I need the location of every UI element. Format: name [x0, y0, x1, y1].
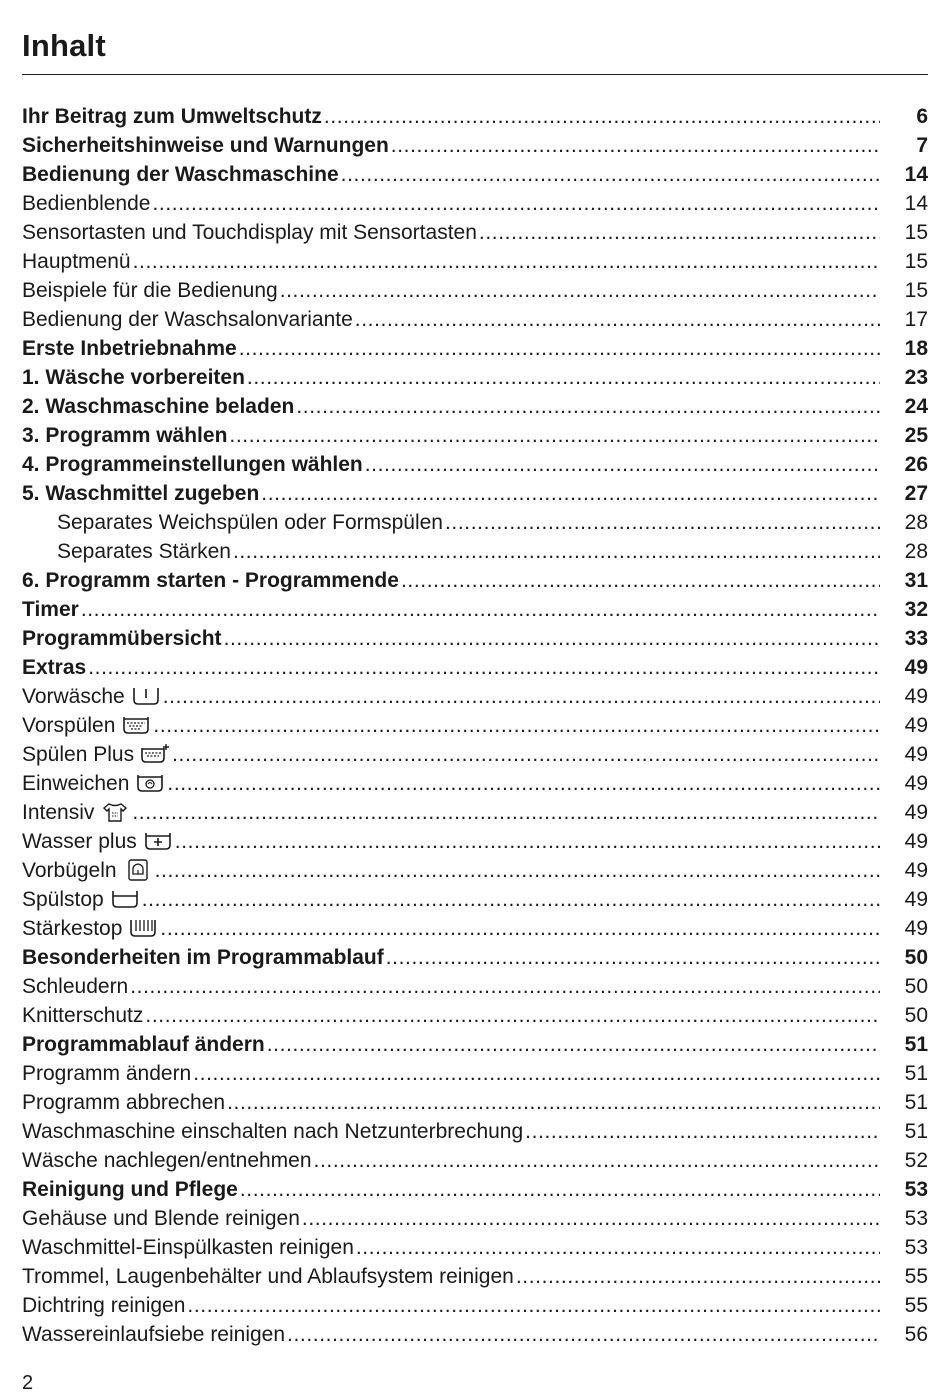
toc-entry-title	[22, 392, 294, 421]
dot-leader	[247, 363, 880, 392]
dot-leader	[133, 247, 880, 276]
toc-entry-label: Gehäuse und Blende reinigen	[22, 1207, 300, 1230]
toc-entry[interactable]	[22, 711, 928, 740]
toc-entry-page: 28	[904, 540, 928, 563]
toc-entry-title	[22, 537, 231, 566]
toc-entry[interactable]	[22, 1117, 928, 1146]
dot-leader	[240, 1175, 880, 1204]
water-plus-icon	[143, 830, 173, 852]
toc-entry-page: 53	[904, 1207, 928, 1230]
toc-entry[interactable]	[22, 1291, 928, 1320]
toc-entry[interactable]	[22, 653, 928, 682]
toc-entry-title	[22, 885, 140, 914]
toc-entry-title	[22, 972, 128, 1001]
dot-leader	[175, 827, 880, 856]
toc-entry-title	[22, 450, 363, 479]
toc-entry-title	[22, 218, 477, 247]
toc-entry-page: 49	[904, 656, 928, 679]
toc-entry[interactable]	[22, 972, 928, 1001]
toc-entry-title	[22, 508, 443, 537]
dot-leader	[167, 769, 880, 798]
toc-entry-page: 17	[904, 308, 928, 331]
toc-entry-label: Programmübersicht	[22, 627, 222, 650]
toc-entry-title	[22, 711, 151, 740]
toc-entry-label: Waschmittel-Einspülkasten reinigen	[22, 1236, 354, 1259]
toc-entry-label: Intensiv	[22, 801, 95, 824]
toc-entry[interactable]	[22, 740, 928, 769]
toc-entry[interactable]	[22, 682, 928, 711]
toc-entry-page: 26	[904, 453, 928, 476]
toc-entry-label: Wassereinlaufsiebe reinigen	[22, 1323, 286, 1346]
toc-entry[interactable]	[22, 276, 928, 305]
toc-entry-page: 50	[904, 946, 928, 969]
toc-entry-page: 55	[904, 1265, 928, 1288]
toc-entry-label: Wasser plus	[22, 830, 137, 853]
toc-entry-page: 52	[904, 1149, 928, 1172]
table-of-contents	[22, 102, 928, 1349]
toc-entry-page: 51	[904, 1033, 928, 1056]
dot-leader	[479, 218, 880, 247]
dot-leader	[152, 189, 880, 218]
toc-entry-label: Sensortasten und Touchdisplay mit Sensortasten	[22, 221, 477, 244]
toc-entry[interactable]	[22, 769, 928, 798]
toc-entry-title	[22, 682, 161, 711]
toc-entry-label: Spülen Plus	[22, 743, 135, 766]
dot-leader	[153, 711, 880, 740]
toc-entry-label: Timer	[22, 598, 79, 621]
toc-entry-page: 51	[904, 1091, 928, 1114]
dot-leader	[386, 943, 880, 972]
toc-entry-page: 15	[904, 221, 928, 244]
toc-entry-label: 4. Programmeinstellungen wählen	[22, 453, 363, 476]
soak-icon	[135, 772, 165, 794]
toc-entry-title	[22, 1146, 312, 1175]
toc-entry-title	[22, 1291, 185, 1320]
toc-entry-page: 53	[904, 1236, 928, 1259]
toc-entry-label: Programm abbrechen	[22, 1091, 226, 1114]
toc-entry-title	[22, 856, 153, 885]
dot-leader	[239, 334, 880, 363]
dot-leader	[356, 1233, 880, 1262]
dot-leader	[233, 537, 880, 566]
dot-leader	[163, 682, 880, 711]
toc-entry[interactable]	[22, 624, 928, 653]
toc-entry-label: 6. Programm starten - Programmende	[22, 569, 399, 592]
toc-entry-page: 49	[904, 830, 928, 853]
dot-leader	[160, 914, 880, 943]
page-title: Inhalt	[22, 28, 106, 63]
toc-entry-page: 24	[904, 395, 928, 418]
toc-entry-page: 49	[904, 714, 928, 737]
title-divider	[22, 74, 928, 75]
dot-leader	[172, 740, 880, 769]
toc-entry-label: Bedienblende	[22, 192, 151, 215]
toc-entry[interactable]	[22, 392, 928, 421]
toc-entry[interactable]	[22, 160, 928, 189]
toc-entry-page: 56	[904, 1323, 928, 1346]
toc-entry-label: Knitterschutz	[22, 1004, 144, 1027]
toc-entry[interactable]	[22, 885, 928, 914]
toc-entry-title	[22, 334, 237, 363]
toc-entry-label: Sicherheitshinweise und Warnungen	[22, 134, 389, 157]
dot-leader	[261, 479, 880, 508]
toc-entry-label: Programmablauf ändern	[22, 1033, 265, 1056]
dot-leader	[355, 305, 880, 334]
toc-entry-title	[22, 1001, 143, 1030]
intensive-icon	[100, 801, 130, 823]
toc-entry[interactable]	[22, 1059, 928, 1088]
toc-entry-page: 33	[904, 627, 928, 650]
toc-entry-label: Bedienung der Waschmaschine	[22, 163, 339, 186]
toc-entry-title	[22, 1059, 191, 1088]
dot-leader	[88, 653, 880, 682]
toc-entry-label: 2. Waschmaschine beladen	[22, 395, 295, 418]
toc-entry[interactable]	[22, 798, 928, 827]
dot-leader	[229, 421, 880, 450]
dot-leader	[296, 392, 880, 421]
toc-entry[interactable]	[22, 595, 928, 624]
toc-entry-label: 1. Wäsche vorbereiten	[22, 366, 245, 389]
toc-entry-title	[22, 1262, 514, 1291]
toc-entry-page: 49	[904, 772, 928, 795]
toc-entry-page: 49	[904, 859, 928, 882]
toc-entry[interactable]	[22, 421, 928, 450]
toc-entry[interactable]	[22, 914, 928, 943]
toc-entry[interactable]	[22, 189, 928, 218]
dot-leader	[187, 1291, 880, 1320]
toc-entry-label: Reinigung und Pflege	[22, 1178, 238, 1201]
toc-entry-page: 7	[916, 134, 928, 157]
dot-leader	[145, 1001, 880, 1030]
toc-entry[interactable]	[22, 827, 928, 856]
dot-leader	[445, 508, 880, 537]
toc-entry[interactable]	[22, 1001, 928, 1030]
toc-entry-page: 15	[904, 250, 928, 273]
dot-leader	[142, 885, 880, 914]
toc-entry[interactable]	[22, 1088, 928, 1117]
toc-entry-page: 49	[904, 888, 928, 911]
toc-entry-page: 27	[904, 482, 928, 505]
toc-entry-label: Einweichen	[22, 772, 130, 795]
toc-entry-label: Programm ändern	[22, 1062, 192, 1085]
dot-leader	[280, 276, 880, 305]
prewash-icon	[131, 685, 161, 707]
toc-entry-page: 49	[904, 801, 928, 824]
dot-leader	[130, 972, 880, 1001]
toc-entry-page: 49	[904, 685, 928, 708]
dot-leader	[224, 624, 880, 653]
toc-entry[interactable]	[22, 1146, 928, 1175]
toc-entry-label: Dichtring reinigen	[22, 1294, 186, 1317]
toc-entry-page: 28	[904, 511, 928, 534]
toc-entry[interactable]	[22, 247, 928, 276]
toc-entry-page: 50	[904, 1004, 928, 1027]
toc-entry-title	[22, 421, 227, 450]
toc-entry-page: 15	[904, 279, 928, 302]
toc-entry-title	[22, 595, 79, 624]
dot-leader	[155, 856, 880, 885]
toc-entry-title	[22, 102, 322, 131]
toc-entry-label: Wäsche nachlegen/entnehmen	[22, 1149, 312, 1172]
toc-entry-title	[22, 1088, 225, 1117]
dot-leader	[302, 1204, 880, 1233]
toc-entry-page: 18	[904, 337, 928, 360]
dot-leader	[227, 1088, 880, 1117]
toc-entry-title	[22, 624, 222, 653]
toc-entry-page: 14	[904, 163, 928, 186]
toc-entry-page: 49	[904, 917, 928, 940]
toc-entry[interactable]	[22, 1320, 928, 1349]
toc-entry-page: 25	[904, 424, 928, 447]
dot-leader	[525, 1117, 880, 1146]
toc-entry[interactable]	[22, 1233, 928, 1262]
toc-entry-page: 51	[904, 1062, 928, 1085]
toc-entry-title	[22, 189, 150, 218]
toc-entry-title	[22, 943, 384, 972]
toc-entry-title	[22, 1204, 300, 1233]
dot-leader	[391, 131, 880, 160]
prerinse-icon	[121, 714, 151, 736]
dot-leader	[132, 798, 880, 827]
toc-entry[interactable]	[22, 508, 928, 537]
toc-entry-title	[22, 653, 86, 682]
toc-entry[interactable]	[22, 1030, 928, 1059]
dot-leader	[401, 566, 880, 595]
starch-stop-icon	[128, 917, 158, 939]
toc-entry[interactable]	[22, 566, 928, 595]
toc-entry[interactable]	[22, 305, 928, 334]
toc-entry[interactable]	[22, 856, 928, 885]
toc-entry-page: 51	[904, 1120, 928, 1143]
toc-entry-label: Vorspülen	[22, 714, 116, 737]
toc-entry-page: 55	[904, 1294, 928, 1317]
toc-entry-title	[22, 827, 173, 856]
dot-leader	[287, 1320, 880, 1349]
toc-entry-label: Vorbügeln	[22, 859, 117, 882]
toc-entry-title	[22, 1320, 285, 1349]
pre-iron-icon	[123, 859, 153, 881]
toc-entry-title	[22, 566, 399, 595]
toc-entry-title	[22, 1233, 354, 1262]
rinse-hold-icon	[110, 888, 140, 910]
toc-entry[interactable]	[22, 363, 928, 392]
toc-entry-title	[22, 363, 245, 392]
toc-entry-label: Separates Weichspülen oder Formspülen	[57, 511, 443, 534]
toc-entry-page: 53	[904, 1178, 928, 1201]
toc-entry-label: Spülstop	[22, 888, 104, 911]
toc-entry-page: 6	[916, 105, 928, 128]
toc-entry[interactable]	[22, 450, 928, 479]
toc-entry[interactable]	[22, 1204, 928, 1233]
dot-leader	[324, 102, 880, 131]
dot-leader	[193, 1059, 880, 1088]
toc-entry-label: Extras	[22, 656, 87, 679]
toc-entry-title	[22, 1175, 238, 1204]
toc-entry-label: Hauptmenü	[22, 250, 131, 273]
toc-entry-label: Separates Stärken	[57, 540, 231, 563]
page-number: 2	[22, 1372, 34, 1394]
toc-entry[interactable]	[22, 1175, 928, 1204]
toc-entry-label: Trommel, Laugenbehälter und Ablaufsystem reinigen	[22, 1265, 514, 1288]
toc-entry[interactable]	[22, 537, 928, 566]
toc-entry[interactable]	[22, 131, 928, 160]
toc-entry-label: Erste Inbetriebnahme	[22, 337, 237, 360]
toc-entry-label: Besonderheiten im Programmablauf	[22, 946, 384, 969]
toc-entry-title	[22, 479, 259, 508]
toc-entry-title	[22, 276, 278, 305]
dot-leader	[341, 160, 880, 189]
dot-leader	[365, 450, 880, 479]
toc-entry-title	[22, 247, 131, 276]
toc-entry-page: 50	[904, 975, 928, 998]
toc-entry-label: Schleudern	[22, 975, 129, 998]
toc-entry-page: 14	[904, 192, 928, 215]
dot-leader	[314, 1146, 880, 1175]
toc-entry-title	[22, 305, 353, 334]
toc-entry[interactable]	[22, 334, 928, 363]
toc-entry-label: Ihr Beitrag zum Umweltschutz	[22, 105, 322, 128]
toc-entry[interactable]	[22, 102, 928, 131]
toc-entry-title	[22, 1030, 265, 1059]
toc-entry-title	[22, 769, 165, 798]
toc-entry[interactable]	[22, 1262, 928, 1291]
toc-entry-page: 49	[904, 743, 928, 766]
toc-entry-page: 32	[904, 598, 928, 621]
toc-entry-page: 23	[904, 366, 928, 389]
toc-entry-label: Waschmaschine einschalten nach Netzunterbrechung	[22, 1120, 524, 1143]
toc-entry[interactable]	[22, 943, 928, 972]
toc-entry-label: Vorwäsche	[22, 685, 125, 708]
toc-entry-label: Bedienung der Waschsalonvariante	[22, 308, 353, 331]
toc-entry-title	[22, 160, 339, 189]
toc-entry-label: 5. Waschmittel zugeben	[22, 482, 260, 505]
toc-entry-title	[22, 740, 170, 769]
toc-entry[interactable]	[22, 218, 928, 247]
dot-leader	[516, 1262, 880, 1291]
rinse-plus-icon	[140, 743, 170, 765]
toc-entry-title	[22, 131, 389, 160]
toc-entry-title	[22, 1117, 523, 1146]
toc-entry-label: Beispiele für die Bedienung	[22, 279, 278, 302]
toc-entry-page: 31	[904, 569, 928, 592]
toc-entry-label: 3. Programm wählen	[22, 424, 228, 447]
toc-entry[interactable]	[22, 479, 928, 508]
toc-entry-label: Stärkestop	[22, 917, 123, 940]
toc-entry-title	[22, 798, 130, 827]
toc-entry-title	[22, 914, 158, 943]
dot-leader	[267, 1030, 880, 1059]
dot-leader	[81, 595, 880, 624]
